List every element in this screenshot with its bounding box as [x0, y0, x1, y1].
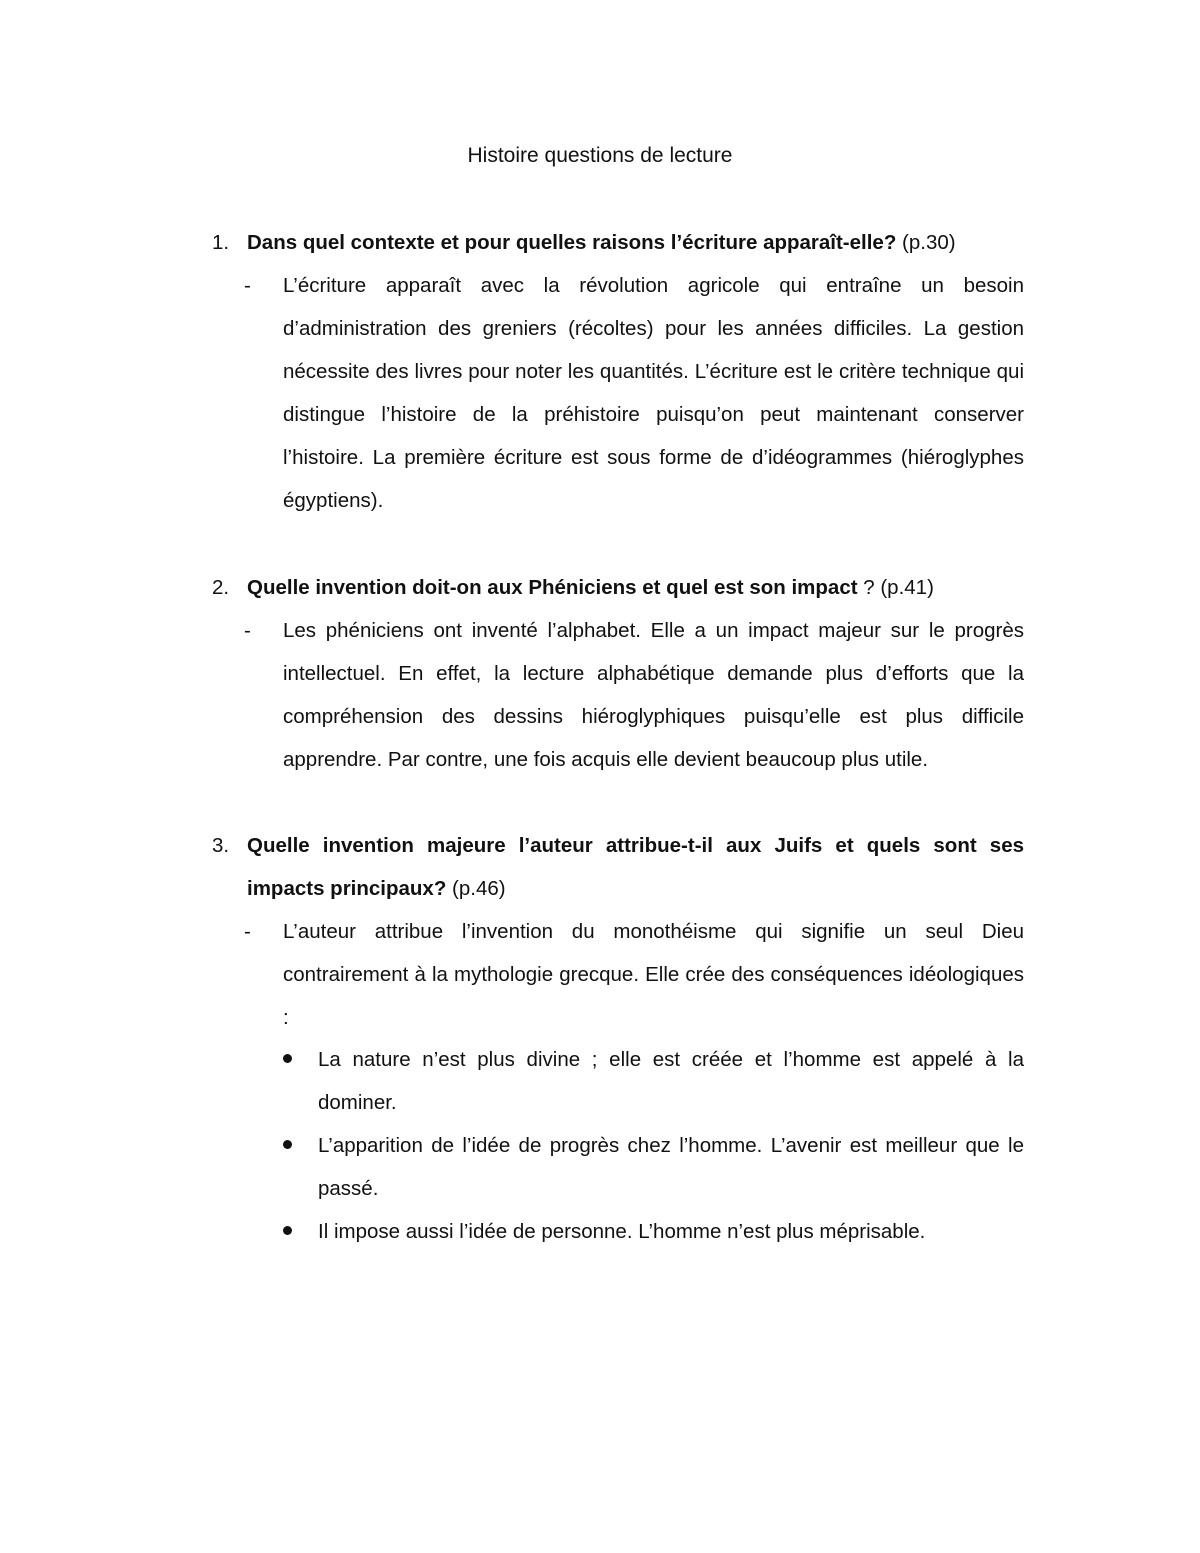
question-number: 1. — [212, 231, 230, 254]
question-text — [247, 221, 1024, 264]
bullet-icon — [283, 1140, 292, 1149]
dash-marker: - — [244, 920, 251, 943]
page-reference: (p.46) — [446, 877, 506, 900]
answer-1 — [244, 264, 1024, 522]
answer-3 — [244, 910, 1024, 1039]
consequences-list — [283, 1038, 1024, 1253]
answer-text: L’écriture apparaît avec la révolution agricole qui entraîne un besoin d’administration des greniers (récoltes) pour les années difficiles. La gestion nécessite des livres pour noter les quantités. L’écriture est le critère technique qui distingue l’histoire de la préhistoire puisqu’on peut maintenant conserver l’histoire. La première écriture est sous forme de d’idéogrammes (hiéroglyphes égyptiens). — [283, 274, 1024, 512]
bullet-icon — [283, 1226, 292, 1235]
list-item-text: La nature n’est plus divine ; elle est créée et l’homme est appelé à la dominer. — [318, 1048, 1024, 1114]
question-3 — [212, 824, 1024, 910]
page-reference: (p.30) — [896, 231, 956, 254]
list-item — [283, 1038, 1024, 1124]
page-reference: ? (p.41) — [857, 576, 934, 599]
document-title: Histoire questions de lecture — [467, 144, 733, 167]
question-text — [247, 566, 1024, 609]
list-item-text: L’apparition de l’idée de progrès chez l’homme. L’avenir est meilleur que le passé. — [318, 1134, 1024, 1200]
question-heading: Quelle invention doit-on aux Phéniciens et quel est son impact — [247, 576, 858, 599]
list-item — [283, 1124, 1024, 1210]
list-item — [283, 1210, 1024, 1253]
dash-marker: - — [244, 619, 251, 642]
question-heading: Quelle invention majeure l’auteur attribue-t-il aux Juifs et quels sont ses impacts principaux? — [247, 834, 1024, 900]
question-number: 2. — [212, 576, 230, 599]
answer-text: L’auteur attribue l’invention du monothéisme qui signifie un seul Dieu contrairement à la mythologie grecque. Elle crée des conséquences idéologiques : — [283, 920, 1024, 1029]
answer-2 — [244, 609, 1024, 781]
bullet-icon — [283, 1054, 292, 1063]
list-item-text: Il impose aussi l’idée de personne. L’homme n’est plus méprisable. — [318, 1220, 926, 1243]
question-text — [247, 824, 1024, 910]
dash-marker: - — [244, 274, 251, 297]
question-2 — [212, 566, 1024, 609]
question-1 — [212, 221, 1024, 264]
question-heading: Dans quel contexte et pour quelles raisons l’écriture apparaît-elle? — [247, 231, 897, 254]
question-number: 3. — [212, 834, 230, 857]
answer-text: Les phéniciens ont inventé l’alphabet. Elle a un impact majeur sur le progrès intellectuel. En effet, la lecture alphabétique demande plus d’efforts que la compréhension des dessins hiéroglyphiques puisqu’elle est plus difficile apprendre. Par contre, une fois acquis elle devient beaucoup plus utile. — [283, 619, 1024, 771]
